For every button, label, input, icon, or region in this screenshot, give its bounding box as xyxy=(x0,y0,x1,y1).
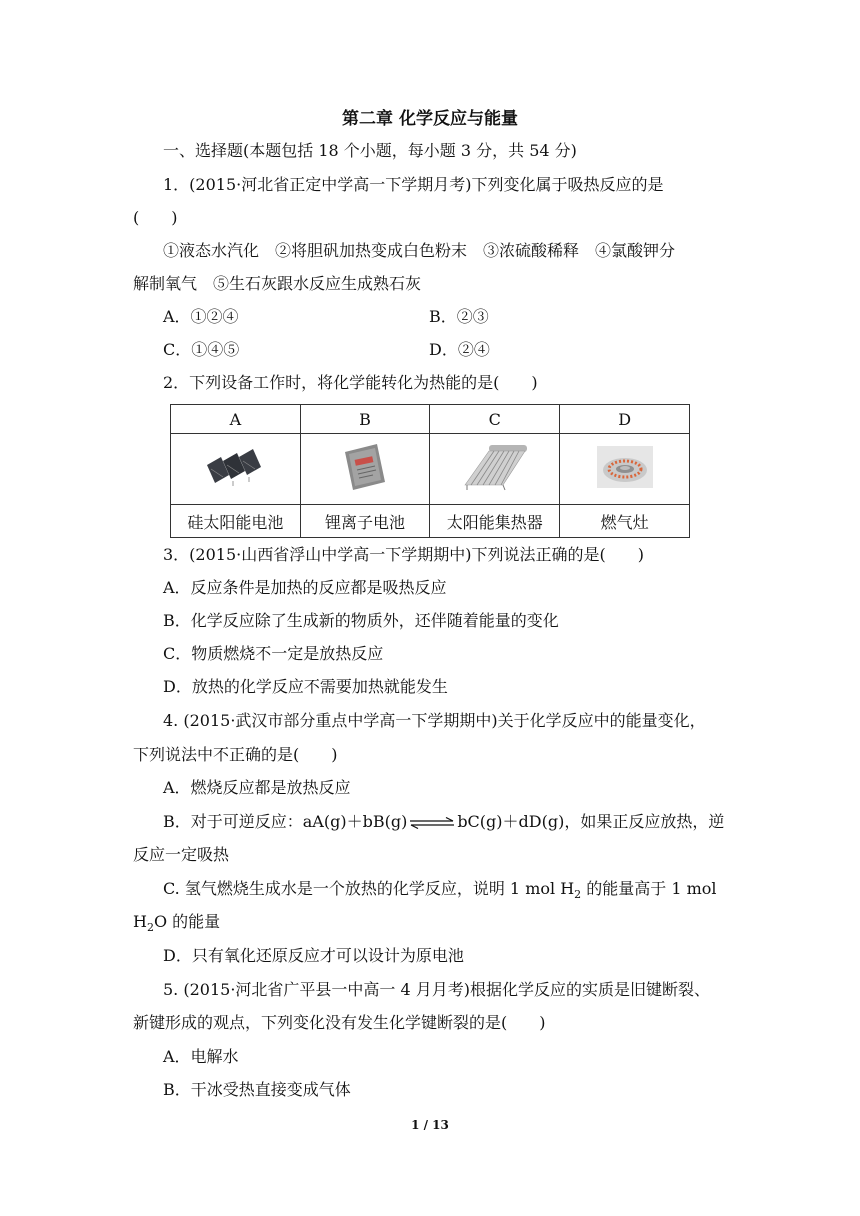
q4-option-b xyxy=(163,811,724,833)
table-header-a: A xyxy=(171,405,301,434)
water-formula-subscript: 2 xyxy=(146,921,154,935)
water-formula-rest: O 的能量 xyxy=(153,912,221,931)
q4-stem-line2: 下列说法中不正确的是( ) xyxy=(133,745,338,764)
solar-panel-icon xyxy=(203,447,267,487)
q3-option-a: A．反应条件是加热的反应都是吸热反应 xyxy=(163,578,447,597)
q3-option-c: C．物质燃烧不一定是放热反应 xyxy=(163,644,384,663)
q5-stem-line2: 新键形成的观点，下列变化没有发生化学键断裂的是( ) xyxy=(133,1013,546,1032)
q4-option-c-text-b: 的能量高于 1 mol xyxy=(586,879,717,898)
gas-stove-image-cell xyxy=(560,434,690,505)
section-heading: 一、选择题(本题包括 18 个小题，每小题 3 分，共 54 分) xyxy=(163,141,577,160)
solar-water-heater-icon xyxy=(459,443,531,491)
q1-stem: 1．(2015·河北省正定中学高一下学期月考)下列变化属于吸热反应的是 xyxy=(163,175,664,194)
label-lithium-ion-battery: 锂离子电池 xyxy=(300,505,430,538)
q2-device-table xyxy=(170,404,690,538)
table-header-c: C xyxy=(430,405,560,434)
table-header-d: D xyxy=(560,405,690,434)
solar-panel-image-cell xyxy=(171,434,301,505)
q1-items-line1: ①液态水汽化 ②将胆矾加热变成白色粉末 ③浓硫酸稀释 ④氯酸钾分 xyxy=(163,241,676,260)
q3-option-d: D．放热的化学反应不需要加热就能发生 xyxy=(163,677,448,696)
q3-stem: 3．(2015·山西省浮山中学高一下学期期中)下列说法正确的是( ) xyxy=(163,545,644,564)
q1-option-d: D．②④ xyxy=(429,340,490,359)
chapter-title: 第二章 化学反应与能量 xyxy=(342,109,518,129)
q4-option-b-right: bC(g)＋dD(g)，如果正反应放热，逆 xyxy=(457,812,725,831)
lithium-battery-image-cell xyxy=(300,434,430,505)
q5-stem: 5. (2015·河北省广平县一中高一 4 月月考)根据化学反应的实质是旧键断裂、 xyxy=(163,980,710,999)
solar-heater-image-cell xyxy=(430,434,560,505)
q4-option-a: A．燃烧反应都是放热反应 xyxy=(163,778,351,797)
q3-option-b: B．化学反应除了生成新的物质外，还伴随着能量的变化 xyxy=(163,611,559,630)
q4-option-c-text-a: C. 氢气燃烧生成水是一个放热的化学反应，说明 1 mol H xyxy=(163,879,575,898)
q4-option-c xyxy=(163,878,717,906)
page-number: 1 / 13 xyxy=(411,1118,449,1132)
reversible-arrow-icon xyxy=(409,817,455,829)
q1-items-line2: 解制氧气 ⑤生石灰跟水反应生成熟石灰 xyxy=(133,274,422,293)
label-gas-stove: 燃气灶 xyxy=(560,505,690,538)
gas-stove-burner-icon xyxy=(595,444,655,490)
q4-option-d: D．只有氧化还原反应才可以设计为原电池 xyxy=(163,946,464,965)
q4-option-c-subscript: 2 xyxy=(574,888,582,902)
q2-stem: 2．下列设备工作时，将化学能转化为热能的是( ) xyxy=(163,373,538,392)
q1-option-c: C．①④⑤ xyxy=(163,340,240,359)
label-solar-collector: 太阳能集热器 xyxy=(430,505,560,538)
q5-option-b: B．干冰受热直接变成气体 xyxy=(163,1080,351,1099)
label-silicon-solar-cell: 硅太阳能电池 xyxy=(171,505,301,538)
q1-option-b: B．②③ xyxy=(429,307,489,326)
table-header-b: B xyxy=(300,405,430,434)
q5-option-a: A．电解水 xyxy=(163,1047,239,1066)
q4-option-b-line2: 反应一定吸热 xyxy=(133,845,230,864)
water-formula-h: H xyxy=(133,912,147,931)
q4-option-c-line2 xyxy=(133,911,220,939)
q4-stem: 4. (2015·武汉市部分重点中学高一下学期期中)关于化学反应中的能量变化， xyxy=(163,711,706,730)
q1-option-a: A．①②④ xyxy=(163,307,239,326)
lithium-battery-icon xyxy=(339,442,391,492)
q4-option-b-left: B．对于可逆反应：aA(g)＋bB(g) xyxy=(163,812,408,831)
q1-answer-blank: ( ) xyxy=(133,208,178,227)
